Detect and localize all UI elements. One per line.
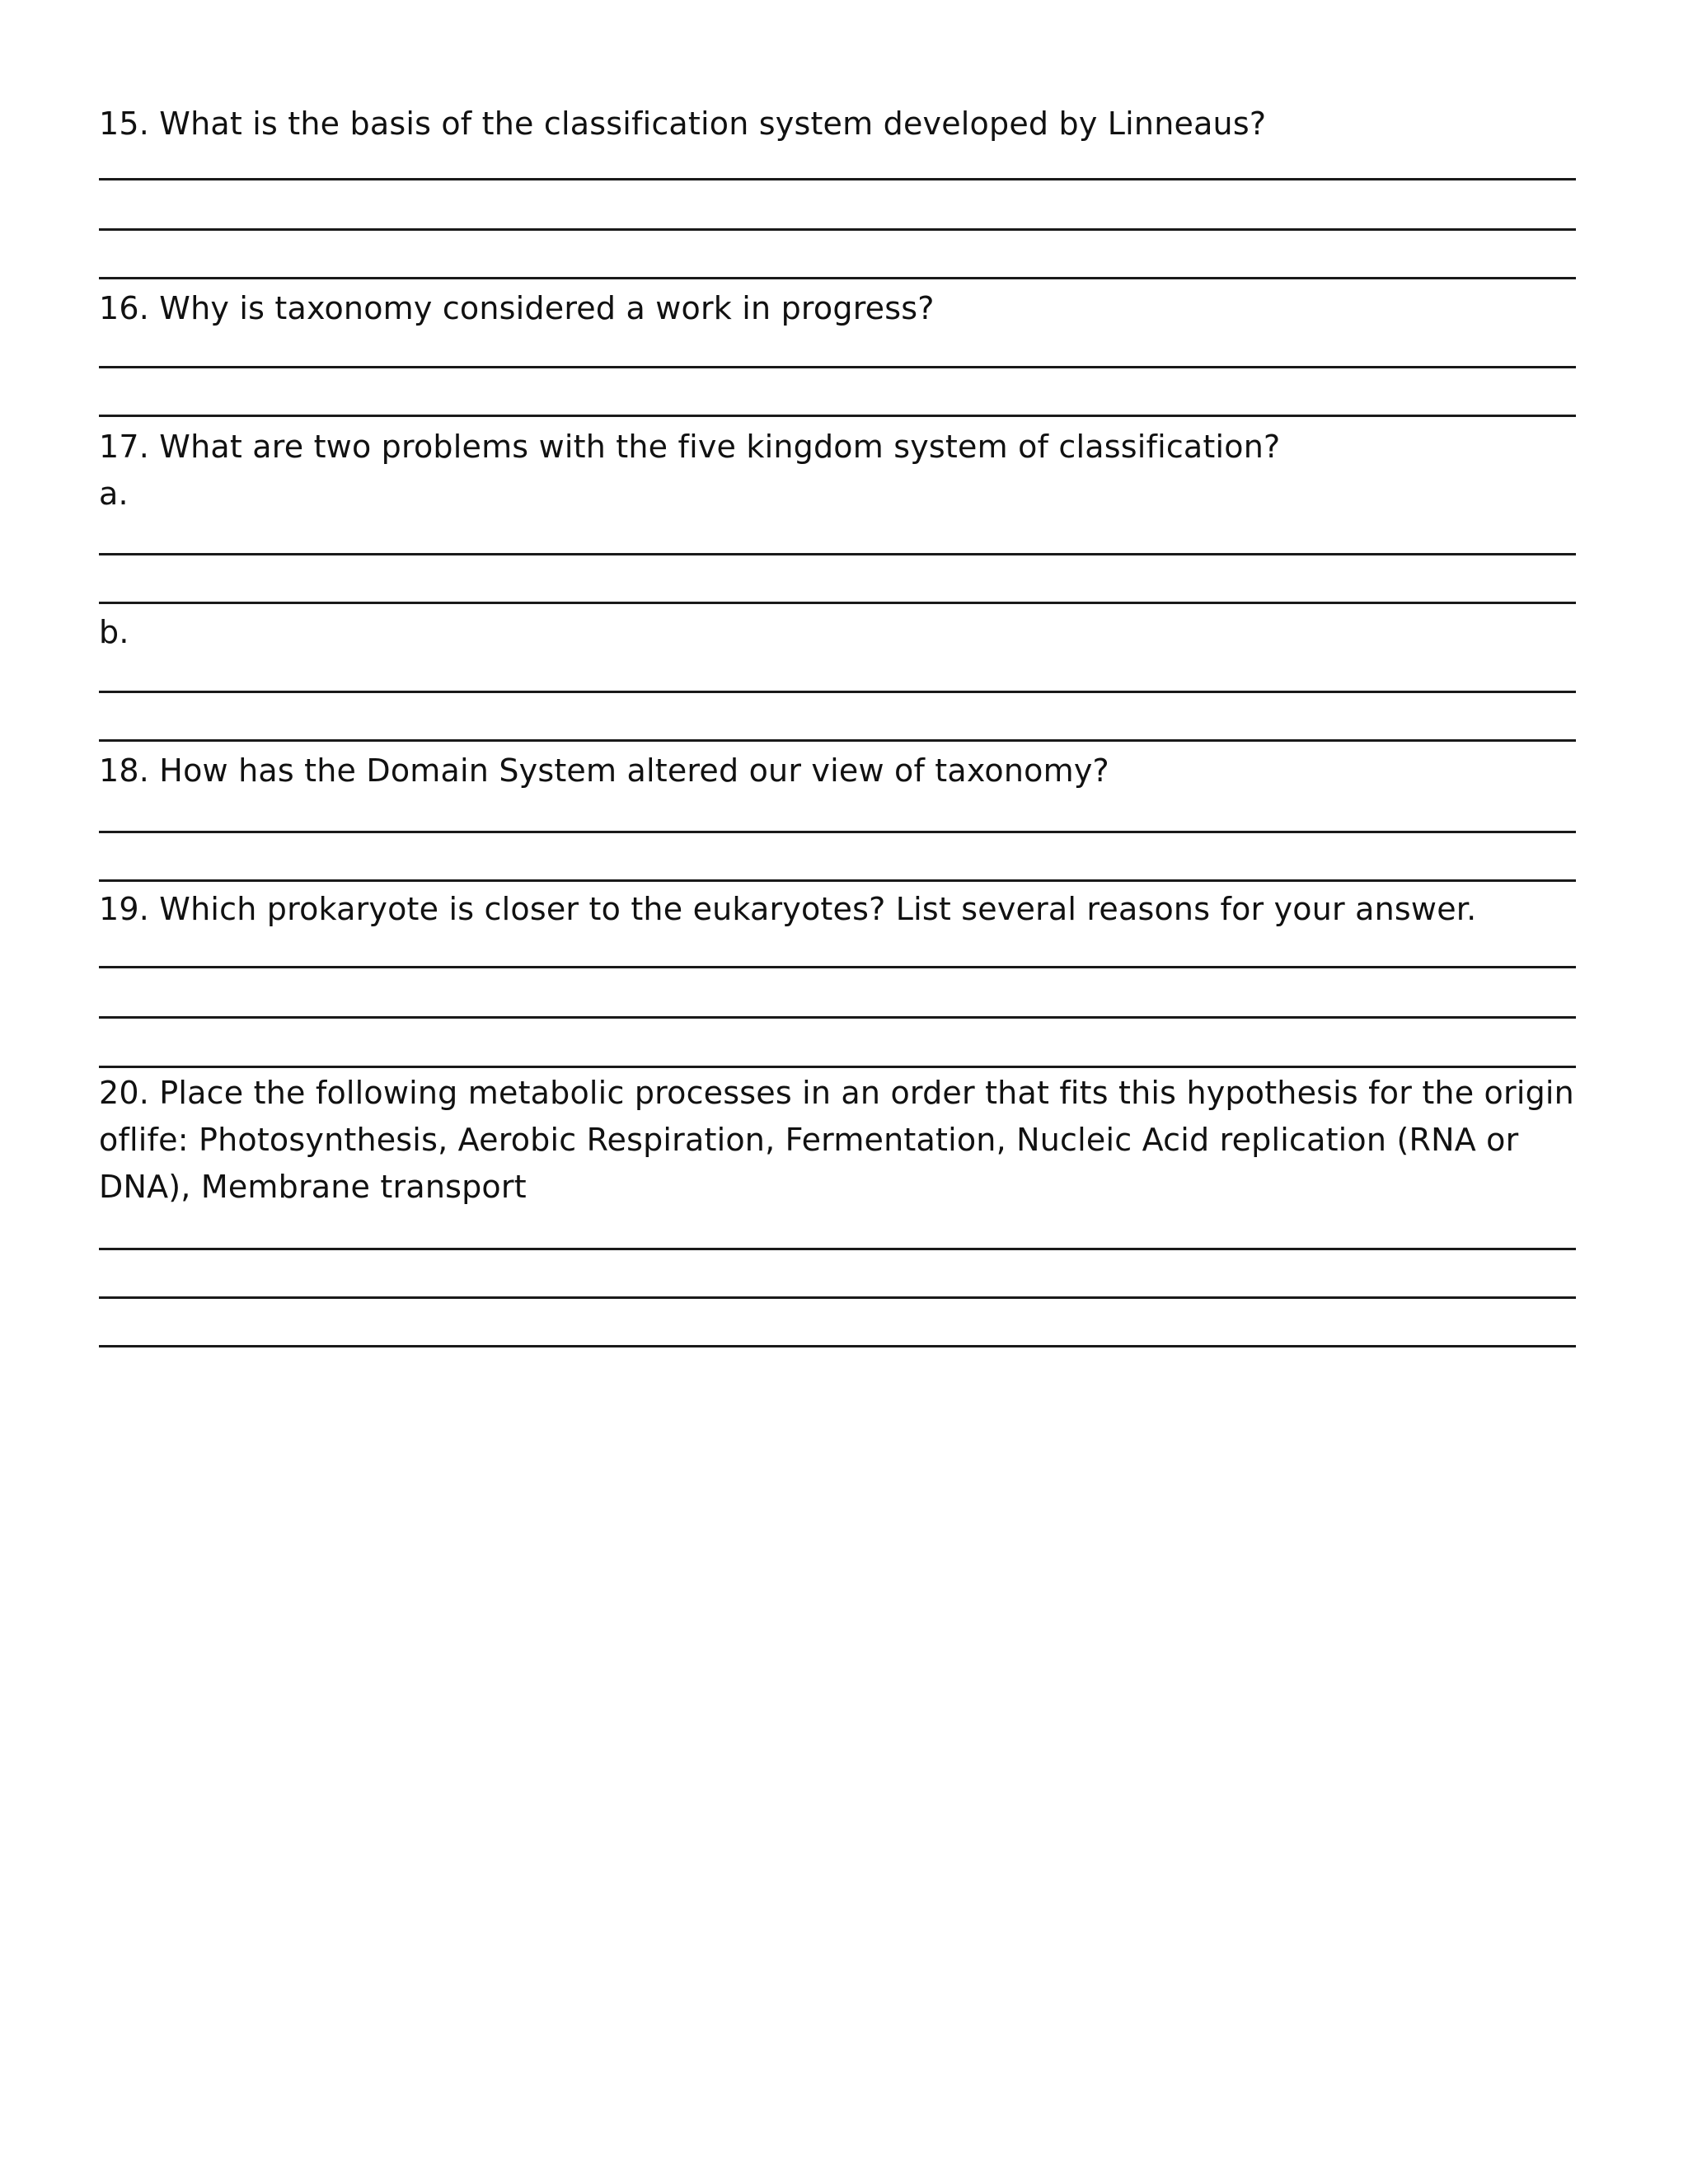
- question-16: 16. Why is taxonomy considered a work in progress?: [99, 290, 935, 326]
- answer-line-15-1[interactable]: [99, 178, 1576, 180]
- answer-line-17b-2[interactable]: [99, 739, 1576, 742]
- question-17-part-b: b.: [99, 614, 129, 650]
- answer-line-17b-1[interactable]: [99, 691, 1576, 693]
- answer-line-17a-1[interactable]: [99, 553, 1576, 555]
- answer-line-19-3[interactable]: [99, 1066, 1576, 1068]
- answer-line-18-1[interactable]: [99, 831, 1576, 833]
- question-17-part-a: a.: [99, 476, 129, 512]
- answer-line-15-2[interactable]: [99, 228, 1576, 231]
- answer-line-17a-2[interactable]: [99, 602, 1576, 604]
- question-20-line-1: 20. Place the following metabolic processes in an order that fits this hypothesis for the origin: [99, 1075, 1574, 1111]
- question-19: 19. Which prokaryote is closer to the eukaryotes? List several reasons for your answer.: [99, 891, 1477, 927]
- answer-line-16-2[interactable]: [99, 415, 1576, 417]
- answer-line-19-2[interactable]: [99, 1016, 1576, 1019]
- answer-line-19-1[interactable]: [99, 966, 1576, 968]
- answer-line-20-3[interactable]: [99, 1345, 1576, 1347]
- question-20-line-2: oflife: Photosynthesis, Aerobic Respiration, Fermentation, Nucleic Acid replication (RNA or: [99, 1122, 1519, 1158]
- question-20-line-3: DNA), Membrane transport: [99, 1169, 527, 1205]
- answer-line-15-3[interactable]: [99, 277, 1576, 279]
- question-17: 17. What are two problems with the five kingdom system of classification?: [99, 429, 1281, 465]
- answer-line-20-2[interactable]: [99, 1296, 1576, 1299]
- question-18: 18. How has the Domain System altered our view of taxonomy?: [99, 752, 1109, 789]
- answer-line-16-1[interactable]: [99, 366, 1576, 368]
- answer-line-20-1[interactable]: [99, 1248, 1576, 1250]
- question-15: 15. What is the basis of the classification system developed by Linneaus?: [99, 105, 1267, 142]
- answer-line-18-2[interactable]: [99, 879, 1576, 882]
